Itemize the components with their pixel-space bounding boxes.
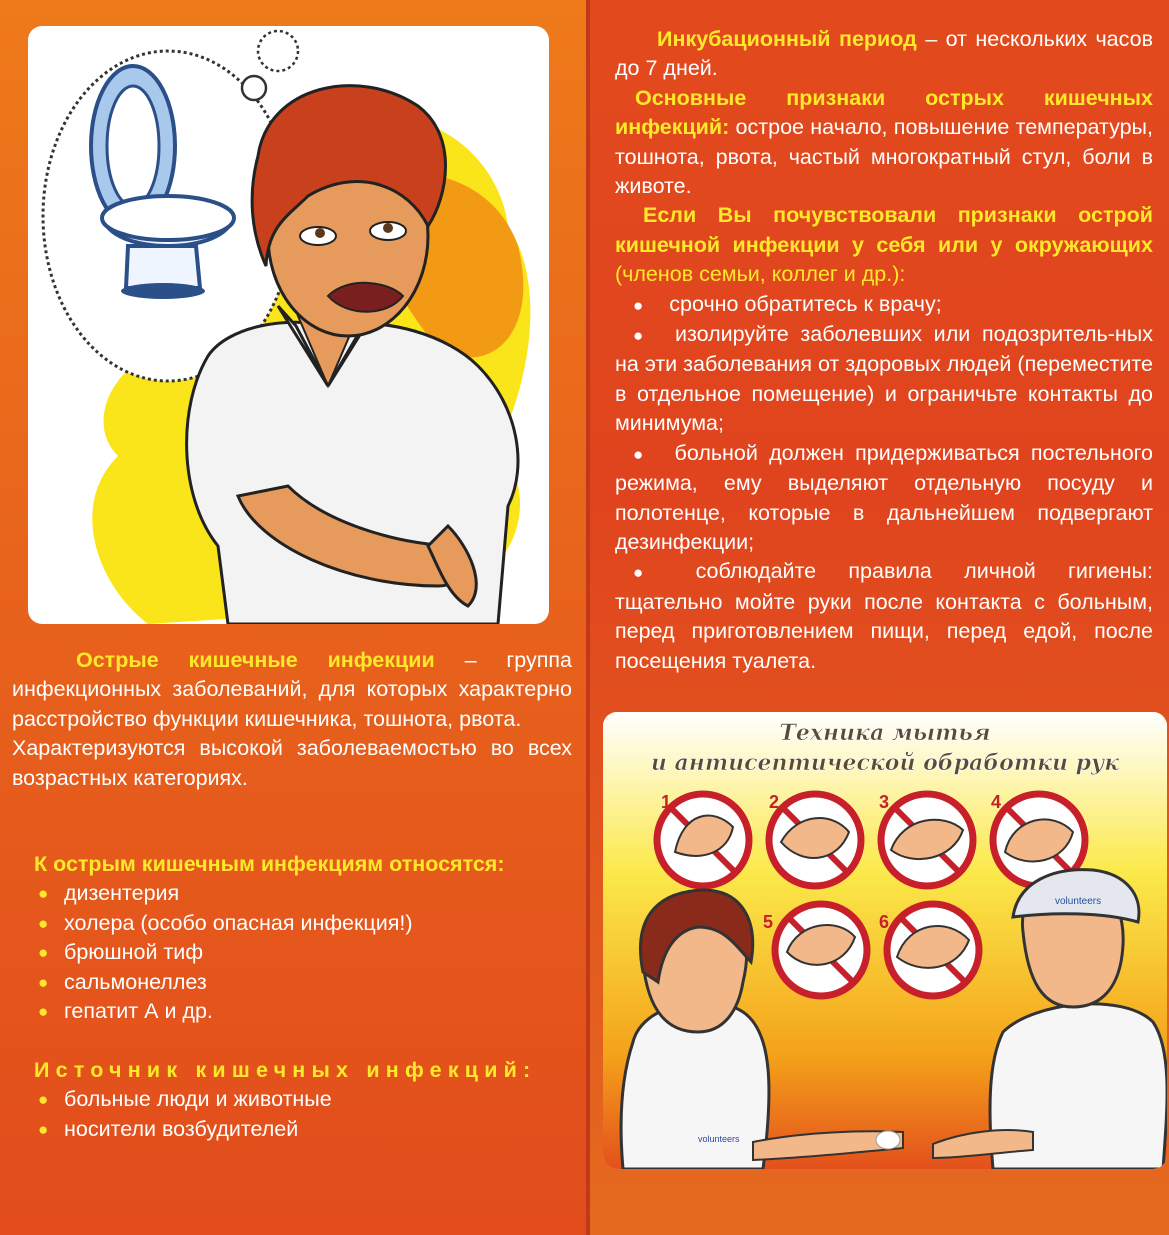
incubation-text: – от нескольких часов до 7 дней. xyxy=(615,27,1154,81)
sources-heading: Источник кишечных инфекций: xyxy=(34,1058,537,1082)
step-number: 1 xyxy=(661,792,672,812)
right-text-block: Инкубационный период – от нескольких часов до 7 дней. Основные признаки острых кишечных инфекций: острое начало, повышение температуры, тошнота, рвота, частый многократный стул, боли в животе. Если Вы почувствовали признаки острой кишечной инфекции у себя или у окружающих (членов семьи, коллег и др.): ● срочно обратитесь к врачу; ● изолируйте заболевших или подозритель-ных на эти заболевания от здоровых людей (переместите в отдельное помещение) и ограничьте контакты до минимума; ● больной должен придерживаться постельного режима, ему выделяют отдельную посуду и полотенце, которые в дальнейшем подвергают дезинфекции; ● соблюдайте правила личной гигиены: тщательно мойте руки после контакта с больным, перед приготовлением пищи, перед едой, после посещения туалета. xyxy=(615,27,1154,673)
intro-title: Острые кишечные инфекции xyxy=(76,648,435,672)
advice-note: (членов семьи, коллег и др.): xyxy=(615,262,906,287)
step-2 xyxy=(769,792,861,886)
handwashing-illustration xyxy=(603,712,1167,1169)
incubation-title: Инкубационный период xyxy=(657,27,917,51)
sick-boy-illustration xyxy=(28,26,549,624)
step-number: 2 xyxy=(769,792,780,812)
cap-label: volunteers xyxy=(1055,896,1102,907)
list-item: соблюдайте правила личной гигиены: тщательно мойте руки после контакта с больным, перед приготовлением пищи, перед едой, после посещения туалета. xyxy=(615,559,1153,673)
types-heading: К острым кишечным инфекциям относятся: xyxy=(34,852,505,876)
handwash-title-line1: Техника мытья xyxy=(779,720,991,746)
intro-block xyxy=(12,646,572,793)
list-item: ● брюшной тиф xyxy=(0,938,579,967)
step-number: 4 xyxy=(991,792,1002,812)
sources-block xyxy=(34,1056,579,1144)
step-3 xyxy=(879,792,973,886)
signs-title: Основные признаки острых кишечных инфекций: xyxy=(615,85,1153,140)
list-item: ● холера (особо опасная инфекция!) xyxy=(0,909,579,938)
list-item: ● больные люди и животные xyxy=(0,1085,579,1114)
signs-text: острое начало, повышение температуры, тошнота, рвота, частый многократный стул, боли в животе. xyxy=(615,115,1153,199)
step-1 xyxy=(657,792,749,886)
step-number: 5 xyxy=(763,912,774,932)
list-item: больной должен придерживаться постельного режима, ему выделяют отдельную посуду и полотенце, которые в дальнейшем подвергают дезинфекции; xyxy=(615,440,1153,554)
intro-text: – группа инфекционных заболеваний, для которых характерно расстройство функции кишечника, тошнота, рвота. xyxy=(12,648,572,731)
step-number: 3 xyxy=(879,792,890,812)
advice-title: Если Вы почувствовали признаки острой кишечной инфекции у себя или у окружающих xyxy=(615,203,1153,257)
list-item: ● сальмонеллез xyxy=(0,968,579,997)
shirt-label: volunteers xyxy=(698,1134,740,1144)
types-block xyxy=(34,850,579,1026)
list-item: ● носители возбудителей xyxy=(0,1115,579,1144)
list-item: ● дизентерия xyxy=(0,879,579,908)
list-item: ● гепатит А и др. xyxy=(0,997,579,1026)
list-item: срочно обратитесь к врачу; xyxy=(669,291,942,316)
list-item: изолируйте заболевших или подозритель-ных на эти заболевания от здоровых людей (переместите в отдельное помещение) и ограничьте контакты до минимума; xyxy=(615,322,1153,436)
step-number: 6 xyxy=(879,912,890,932)
handwash-title-line2: и антисептической обработки рук xyxy=(650,750,1120,776)
intro-text-2: Характеризуются высокой заболеваемостью во всех возрастных категориях. xyxy=(12,736,572,790)
